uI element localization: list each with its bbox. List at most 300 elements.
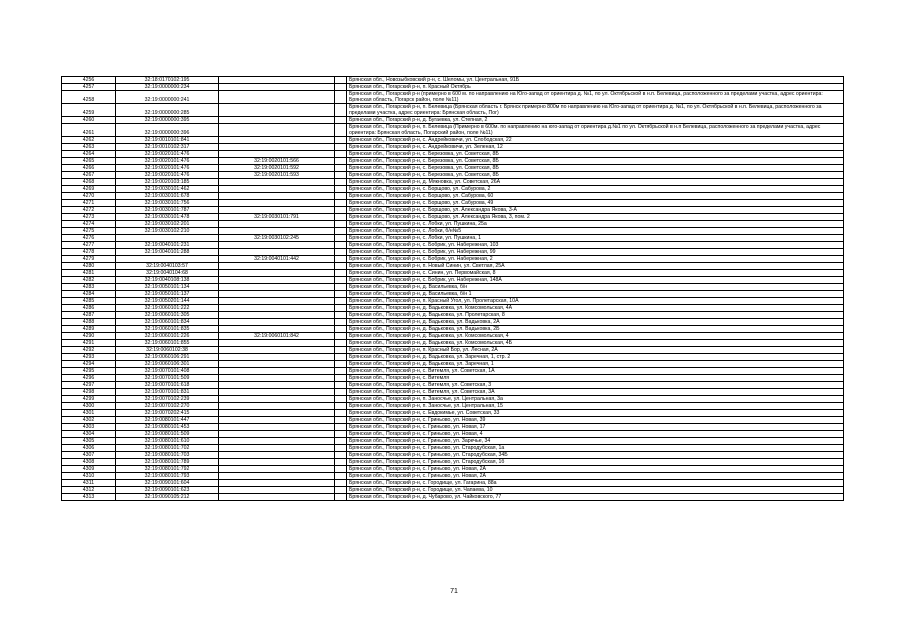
row-number-cell: 4284	[62, 291, 116, 298]
address-cell: Брянская обл., Погарский р-н, д. Васильевка, б/н	[347, 284, 844, 291]
address-cell: Брянская обл., Погарский р-н, д. Вадьковка, ул. Пролетарская, 8	[347, 312, 844, 319]
address-cell: Брянская обл., Погарский р-н, с. Синин, ул. Первомайская, 8	[347, 270, 844, 277]
row-number-cell: 4302	[62, 417, 116, 424]
row-number-cell: 4276	[62, 235, 116, 242]
cadastral-number-cell: 32:19:0090101:623	[116, 487, 219, 494]
old-number-cell	[219, 305, 335, 312]
cadastral-number-cell: 32:19:0070101:408	[116, 368, 219, 375]
empty-cell	[335, 382, 347, 389]
table-row	[62, 354, 844, 361]
table-row	[62, 417, 844, 424]
table-row	[62, 151, 844, 158]
row-number-cell: 4303	[62, 424, 116, 431]
empty-cell	[335, 221, 347, 228]
row-number-cell: 4273	[62, 214, 116, 221]
empty-cell	[335, 459, 347, 466]
table-row	[62, 193, 844, 200]
empty-cell	[335, 326, 347, 333]
cadastral-number-cell: 32:19:0020101:476	[116, 172, 219, 179]
row-number-cell: 4274	[62, 221, 116, 228]
table-row	[62, 186, 844, 193]
cadastral-number-cell: 32:19:0060101:834	[116, 319, 219, 326]
page-number: 71	[450, 588, 458, 595]
table-row	[62, 242, 844, 249]
address-cell: Брянская обл., Погарский р-н, с. Гриньово, ул. Новая, 4	[347, 431, 844, 438]
row-number-cell: 4301	[62, 410, 116, 417]
empty-cell	[335, 214, 347, 221]
cadastral-number-cell: 32:19:0060101:222	[116, 305, 219, 312]
table-row	[62, 158, 844, 165]
table-row	[62, 124, 844, 137]
table-row	[62, 277, 844, 284]
row-number-cell: 4311	[62, 480, 116, 487]
address-cell: Брянская обл., Погарский р-н, п. Заносчье, ул. Центральная, 15	[347, 403, 844, 410]
old-number-cell	[219, 487, 335, 494]
address-cell: Брянская обл., Погарский р-н, с. Витемля, ул. Советская, 3А	[347, 389, 844, 396]
row-number-cell: 4279	[62, 256, 116, 263]
address-cell: Брянская обл., Новозыбковский р-н, с. Шеломы, ул. Центральная, 91Б	[347, 77, 844, 84]
cadastral-number-cell: 32:19:0000000:234	[116, 84, 219, 91]
empty-cell	[335, 200, 347, 207]
empty-cell	[335, 361, 347, 368]
table-row	[62, 228, 844, 235]
row-number-cell: 4267	[62, 172, 116, 179]
old-number-cell	[219, 431, 335, 438]
empty-cell	[335, 270, 347, 277]
row-number-cell: 4308	[62, 459, 116, 466]
old-number-cell	[219, 179, 335, 186]
row-number-cell: 4263	[62, 144, 116, 151]
address-cell: Брянская обл., Погарский р-н, с. Гриньово, ул. Новая, 39	[347, 417, 844, 424]
cadastral-number-cell: 32:19:0040103:57	[116, 263, 219, 270]
address-cell: Брянская обл., Погарский р-н, с. Березовка, ул. Советская, 8Б	[347, 165, 844, 172]
empty-cell	[335, 91, 347, 104]
cadastral-number-cell: 32:19:0020101:476	[116, 158, 219, 165]
row-number-cell: 4305	[62, 438, 116, 445]
row-number-cell: 4298	[62, 389, 116, 396]
old-number-cell	[219, 424, 335, 431]
empty-cell	[335, 312, 347, 319]
cadastral-number-cell	[116, 256, 219, 263]
row-number-cell: 4295	[62, 368, 116, 375]
cadastral-number-cell: 32:19:0080101:703	[116, 452, 219, 459]
empty-cell	[335, 333, 347, 340]
property-register-table	[61, 76, 844, 501]
cadastral-number-cell: 32:19:0070101:618	[116, 382, 219, 389]
empty-cell	[335, 77, 347, 84]
address-cell: Брянская обл., Погарский р-н, с. Бобрик, ул. Набережная, 103	[347, 242, 844, 249]
row-number-cell: 4306	[62, 445, 116, 452]
table-row	[62, 270, 844, 277]
empty-cell	[335, 235, 347, 242]
table-row	[62, 459, 844, 466]
table-row	[62, 410, 844, 417]
table-row	[62, 389, 844, 396]
cadastral-number-cell: 32:19:0080101:792	[116, 466, 219, 473]
table-row	[62, 249, 844, 256]
table-row	[62, 305, 844, 312]
empty-cell	[335, 466, 347, 473]
cadastral-number-cell: 32:19:0060106:301	[116, 361, 219, 368]
old-number-cell	[219, 480, 335, 487]
row-number-cell: 4268	[62, 179, 116, 186]
address-cell: Брянская обл., Погарский р-н, с. Витемля, ул. Советская, 3	[347, 382, 844, 389]
row-number-cell: 4278	[62, 249, 116, 256]
address-cell: Брянская обл., Погарский р-н, с. Березовка, ул. Советская, 8Б	[347, 151, 844, 158]
table-row	[62, 172, 844, 179]
cadastral-number-cell: 32:19:0050201:144	[116, 298, 219, 305]
empty-cell	[335, 396, 347, 403]
empty-cell	[335, 368, 347, 375]
address-cell: Брянская обл., Погарский р-н (примерно в 600 м. по направлению на Юго-запад от ориентира д. №1, по ул. Октябрьской в н.п. Белевица, расположенного за пределами участка, адрес ориентира: Брянская область, Погарск район, поле №11)	[347, 91, 844, 104]
table-row	[62, 466, 844, 473]
cadastral-number-cell: 32:19:0020103:185	[116, 179, 219, 186]
old-number-cell: 32:19:0030101:791	[219, 214, 335, 221]
old-number-cell	[219, 77, 335, 84]
address-cell: Брянская обл., Погарский р-н, с. Лобки, ул. Пушкина, 1	[347, 235, 844, 242]
row-number-cell: 4280	[62, 263, 116, 270]
cadastral-number-cell: 32:19:0010101:841	[116, 137, 219, 144]
address-cell: Брянская обл., Погарский р-н, п. Белевица (Примерно в 600м. по направлению на юго-запад от ориентира д.№1 по ул. Октябрьской в н.п Белевица, расположенного за пределами участка, адрес ориентира: Брянская область, Погарский район, поле №11)	[347, 124, 844, 137]
row-number-cell: 4269	[62, 186, 116, 193]
cadastral-number-cell: 32:19:0000000:285	[116, 104, 219, 117]
cadastral-number-cell: 32:19:0030101:478	[116, 214, 219, 221]
address-cell: Брянская обл., Погарский р-н, д. Чубарово, ул. Чайковского, 77	[347, 494, 844, 501]
row-number-cell: 4296	[62, 375, 116, 382]
address-cell: Брянская обл., Погарский р-н, п. Красный Угол, ул. Пролетарская, 10А	[347, 298, 844, 305]
cadastral-number-cell: 32:19:0020101:476	[116, 151, 219, 158]
empty-cell	[335, 277, 347, 284]
table-row	[62, 319, 844, 326]
row-number-cell: 4271	[62, 200, 116, 207]
empty-cell	[335, 228, 347, 235]
table-row	[62, 256, 844, 263]
empty-cell	[335, 144, 347, 151]
row-number-cell: 4293	[62, 354, 116, 361]
old-number-cell	[219, 207, 335, 214]
old-number-cell	[219, 389, 335, 396]
register-table-body	[62, 77, 844, 501]
cadastral-number-cell: 32:19:0040101:231	[116, 242, 219, 249]
table-row	[62, 214, 844, 221]
row-number-cell: 4281	[62, 270, 116, 277]
address-cell: Брянская обл., Погарский р-н, с. Борщово, ул. Александра Якова, 3, пом. 2	[347, 214, 844, 221]
address-cell: Брянская обл., Погарский р-н, с. Городище, ул. Гагарина, 88а	[347, 480, 844, 487]
empty-cell	[335, 305, 347, 312]
cadastral-number-cell: 32:19:0000000:396	[116, 124, 219, 137]
table-row	[62, 77, 844, 84]
cadastral-number-cell: 32:19:0060106:291	[116, 354, 219, 361]
table-row	[62, 480, 844, 487]
empty-cell	[335, 172, 347, 179]
table-row	[62, 396, 844, 403]
cadastral-number-cell: 32:19:0080101:789	[116, 459, 219, 466]
row-number-cell: 4286	[62, 305, 116, 312]
old-number-cell	[219, 193, 335, 200]
table-row	[62, 438, 844, 445]
old-number-cell	[219, 270, 335, 277]
table-row	[62, 382, 844, 389]
row-number-cell: 4290	[62, 333, 116, 340]
address-cell: Брянская обл., Погарский р-н, с. Лобки, б/н№5	[347, 228, 844, 235]
empty-cell	[335, 410, 347, 417]
empty-cell	[335, 473, 347, 480]
cadastral-number-cell: 32:19:0080101:447	[116, 417, 219, 424]
old-number-cell: 32:19:0040101:442	[219, 256, 335, 263]
row-number-cell: 4285	[62, 298, 116, 305]
table-row	[62, 333, 844, 340]
table-row	[62, 326, 844, 333]
cadastral-number-cell: 32:19:0090105:212	[116, 494, 219, 501]
cadastral-number-cell: 32:19:0070102:239	[116, 396, 219, 403]
row-number-cell: 4260	[62, 117, 116, 124]
row-number-cell: 4259	[62, 104, 116, 117]
empty-cell	[335, 242, 347, 249]
cadastral-number-cell: 32:19:0050101:137	[116, 291, 219, 298]
cadastral-number-cell: 32:18:0170102:195	[116, 77, 219, 84]
row-number-cell: 4299	[62, 396, 116, 403]
address-cell: Брянская обл., Погарский р-н, с. Борщово, ул. Сабурова, 2	[347, 186, 844, 193]
row-number-cell: 4287	[62, 312, 116, 319]
address-cell: Брянская обл., Погарский р-н, с. Гриньово, ул. Заречье, 34	[347, 438, 844, 445]
row-number-cell: 4304	[62, 431, 116, 438]
old-number-cell	[219, 466, 335, 473]
old-number-cell	[219, 417, 335, 424]
old-number-cell	[219, 137, 335, 144]
cadastral-number-cell: 32:19:0060101:226	[116, 333, 219, 340]
address-cell: Брянская обл., Погарский р-н, с. Лобки, ул. Пушкина, 25а	[347, 221, 844, 228]
row-number-cell: 4277	[62, 242, 116, 249]
address-cell: Брянская обл., Погарский р-н, с. Андрейковичи, ул. Слободская, 22	[347, 137, 844, 144]
address-cell: Брянская обл., Погарский р-н, с. Гриньово, ул. Новая, 2А	[347, 473, 844, 480]
empty-cell	[335, 84, 347, 91]
row-number-cell: 4288	[62, 319, 116, 326]
table-row	[62, 235, 844, 242]
old-number-cell	[219, 186, 335, 193]
cadastral-number-cell: 32:19:0030102:210	[116, 228, 219, 235]
old-number-cell	[219, 375, 335, 382]
old-number-cell	[219, 228, 335, 235]
row-number-cell: 4270	[62, 193, 116, 200]
old-number-cell	[219, 459, 335, 466]
row-number-cell: 4261	[62, 124, 116, 137]
table-row	[62, 104, 844, 117]
table-row	[62, 361, 844, 368]
old-number-cell	[219, 263, 335, 270]
empty-cell	[335, 375, 347, 382]
old-number-cell	[219, 249, 335, 256]
empty-cell	[335, 340, 347, 347]
row-number-cell: 4312	[62, 487, 116, 494]
address-cell: Брянская обл., Погарский р-н, п. Заносчье, ул. Центральная, 3а	[347, 396, 844, 403]
empty-cell	[335, 438, 347, 445]
old-number-cell	[219, 340, 335, 347]
row-number-cell: 4300	[62, 403, 116, 410]
address-cell: Брянская обл., Погарский р-н, с. Андрейковичи, ул. Зеленая, 12	[347, 144, 844, 151]
row-number-cell: 4265	[62, 158, 116, 165]
cadastral-number-cell: 32:19:0030101:462	[116, 186, 219, 193]
address-cell: Брянская обл., Погарский р-н, с. Гриньово, ул. Стародубская, 1б	[347, 459, 844, 466]
cadastral-number-cell: 32:19:0090101:604	[116, 480, 219, 487]
cadastral-number-cell: 32:19:0020101:476	[116, 165, 219, 172]
empty-cell	[335, 249, 347, 256]
empty-cell	[335, 347, 347, 354]
cadastral-number-cell: 32:19:0040101:288	[116, 249, 219, 256]
empty-cell	[335, 104, 347, 117]
table-row	[62, 298, 844, 305]
old-number-cell	[219, 84, 335, 91]
old-number-cell	[219, 354, 335, 361]
old-number-cell: 32:19:0020101:592	[219, 165, 335, 172]
address-cell: Брянская обл., Погарский р-н, п. Красный Бор, ул. Лесная, 2А	[347, 347, 844, 354]
empty-cell	[335, 207, 347, 214]
table-row	[62, 347, 844, 354]
empty-cell	[335, 354, 347, 361]
row-number-cell: 4272	[62, 207, 116, 214]
table-row	[62, 84, 844, 91]
old-number-cell	[219, 382, 335, 389]
row-number-cell: 4297	[62, 382, 116, 389]
old-number-cell	[219, 445, 335, 452]
cadastral-number-cell: 32:19:0030101:787	[116, 207, 219, 214]
empty-cell	[335, 256, 347, 263]
old-number-cell	[219, 319, 335, 326]
address-cell: Брянская обл., Погарский р-н, д. Вадьковка, ул. Комсомольская, 4А	[347, 305, 844, 312]
old-number-cell	[219, 396, 335, 403]
table-row	[62, 368, 844, 375]
old-number-cell	[219, 144, 335, 151]
table-row	[62, 487, 844, 494]
address-cell: Брянская обл., Погарский р-н, с. Гриньово, ул. Новая, 17	[347, 424, 844, 431]
empty-cell	[335, 117, 347, 124]
old-number-cell	[219, 221, 335, 228]
row-number-cell: 4262	[62, 137, 116, 144]
empty-cell	[335, 263, 347, 270]
address-cell: Брянская обл., Погарский р-н, с. Бобрик, ул. Набережная, 99	[347, 249, 844, 256]
row-number-cell: 4282	[62, 277, 116, 284]
old-number-cell	[219, 91, 335, 104]
cadastral-number-cell: 32:19:0000000:241	[116, 91, 219, 104]
old-number-cell	[219, 284, 335, 291]
table-row	[62, 291, 844, 298]
address-cell: Брянская обл., Погарский р-н, с. Бобрик, ул. Набережная, 2	[347, 256, 844, 263]
empty-cell	[335, 165, 347, 172]
empty-cell	[335, 158, 347, 165]
table-row	[62, 431, 844, 438]
old-number-cell	[219, 326, 335, 333]
empty-cell	[335, 452, 347, 459]
old-number-cell	[219, 298, 335, 305]
cadastral-number-cell: 32:19:0040104:68	[116, 270, 219, 277]
empty-cell	[335, 179, 347, 186]
empty-cell	[335, 403, 347, 410]
address-cell: Брянская обл., Погарский р-н, с. Витемля	[347, 375, 844, 382]
address-cell: Брянская обл., Погарский р-н, д. Васильевка, б/н 1	[347, 291, 844, 298]
cadastral-number-cell: 32:19:0080101:610	[116, 438, 219, 445]
row-number-cell: 4309	[62, 466, 116, 473]
old-number-cell	[219, 151, 335, 158]
old-number-cell	[219, 291, 335, 298]
address-cell: Брянская обл., Погарский р-н, с. Борщово, ул. Сабурова, 60	[347, 193, 844, 200]
old-number-cell	[219, 438, 335, 445]
old-number-cell	[219, 242, 335, 249]
row-number-cell: 4313	[62, 494, 116, 501]
table-row	[62, 340, 844, 347]
row-number-cell: 4266	[62, 165, 116, 172]
old-number-cell	[219, 117, 335, 124]
table-row	[62, 165, 844, 172]
table-row	[62, 179, 844, 186]
empty-cell	[335, 389, 347, 396]
old-number-cell	[219, 104, 335, 117]
address-cell: Брянская обл., Погарский р-н, д. Вадьковка, ул. Заречная, 1, стр. 2	[347, 354, 844, 361]
address-cell: Брянская обл., Погарский р-н, п. Белевица (Брянская область г. Брянск примерно 800м по направлению на Юго-запад от ориентира д. №1, по ул. Октябрьской в н.п. Белевица, расположенного за пределами участка, адрес ориентира: Брянская область, Пог)	[347, 104, 844, 117]
table-row	[62, 494, 844, 501]
old-number-cell: 32:19:0020101:566	[219, 158, 335, 165]
old-number-cell	[219, 494, 335, 501]
address-cell: Брянская обл., Погарский р-н, п. Новый Синин, ул. Светлая, 25А	[347, 263, 844, 270]
old-number-cell	[219, 361, 335, 368]
row-number-cell: 4258	[62, 91, 116, 104]
empty-cell	[335, 193, 347, 200]
table-row	[62, 200, 844, 207]
old-number-cell	[219, 347, 335, 354]
address-cell: Брянская обл., Погарский р-н, с. Гриньово, ул. Стародубская, 34Б	[347, 452, 844, 459]
cadastral-number-cell: 32:19:0030101:756	[116, 200, 219, 207]
table-row	[62, 473, 844, 480]
row-number-cell: 4275	[62, 228, 116, 235]
address-cell: Брянская обл., Погарский р-н, д. Бугаевка, ул. Степная, 2	[347, 117, 844, 124]
address-cell: Брянская обл., Погарский р-н, с. Березовка, ул. Советская, 8Б	[347, 158, 844, 165]
cadastral-number-cell: 32:19:0070202:415	[116, 410, 219, 417]
cadastral-number-cell: 32:19:0010102:317	[116, 144, 219, 151]
table-row	[62, 221, 844, 228]
old-number-cell	[219, 200, 335, 207]
address-cell: Брянская обл., Погарский р-н, с. Борщово, ул. Александра Якова, 3-А	[347, 207, 844, 214]
empty-cell	[335, 431, 347, 438]
old-number-cell: 32:19:0020101:593	[219, 172, 335, 179]
empty-cell	[335, 298, 347, 305]
empty-cell	[335, 494, 347, 501]
row-number-cell: 4307	[62, 452, 116, 459]
empty-cell	[335, 319, 347, 326]
address-cell: Брянская обл., Погарский р-н, с. Бобрик, ул. Набережная, 148А	[347, 277, 844, 284]
address-cell: Брянская обл., Погарский р-н, с. Гриньово, ул. Стародубская, 1а	[347, 445, 844, 452]
row-number-cell: 4256	[62, 77, 116, 84]
cadastral-number-cell: 32:19:0080101:453	[116, 424, 219, 431]
cadastral-number-cell: 32:19:0070102:270	[116, 403, 219, 410]
old-number-cell	[219, 410, 335, 417]
old-number-cell	[219, 277, 335, 284]
old-number-cell: 32:19:0060101:842	[219, 333, 335, 340]
row-number-cell: 4283	[62, 284, 116, 291]
empty-cell	[335, 424, 347, 431]
table-row	[62, 263, 844, 270]
table-row	[62, 144, 844, 151]
empty-cell	[335, 445, 347, 452]
cadastral-number-cell: 32:19:0060102:38	[116, 347, 219, 354]
cadastral-number-cell: 32:19:0030101:678	[116, 193, 219, 200]
old-number-cell: 32:19:0030102:245	[219, 235, 335, 242]
table-row	[62, 452, 844, 459]
empty-cell	[335, 186, 347, 193]
empty-cell	[335, 487, 347, 494]
table-row	[62, 403, 844, 410]
row-number-cell: 4291	[62, 340, 116, 347]
old-number-cell	[219, 403, 335, 410]
row-number-cell: 4289	[62, 326, 116, 333]
address-cell: Брянская обл., Погарский р-н, д. Вадьковка, ул. Вадьковка, 2Б	[347, 326, 844, 333]
